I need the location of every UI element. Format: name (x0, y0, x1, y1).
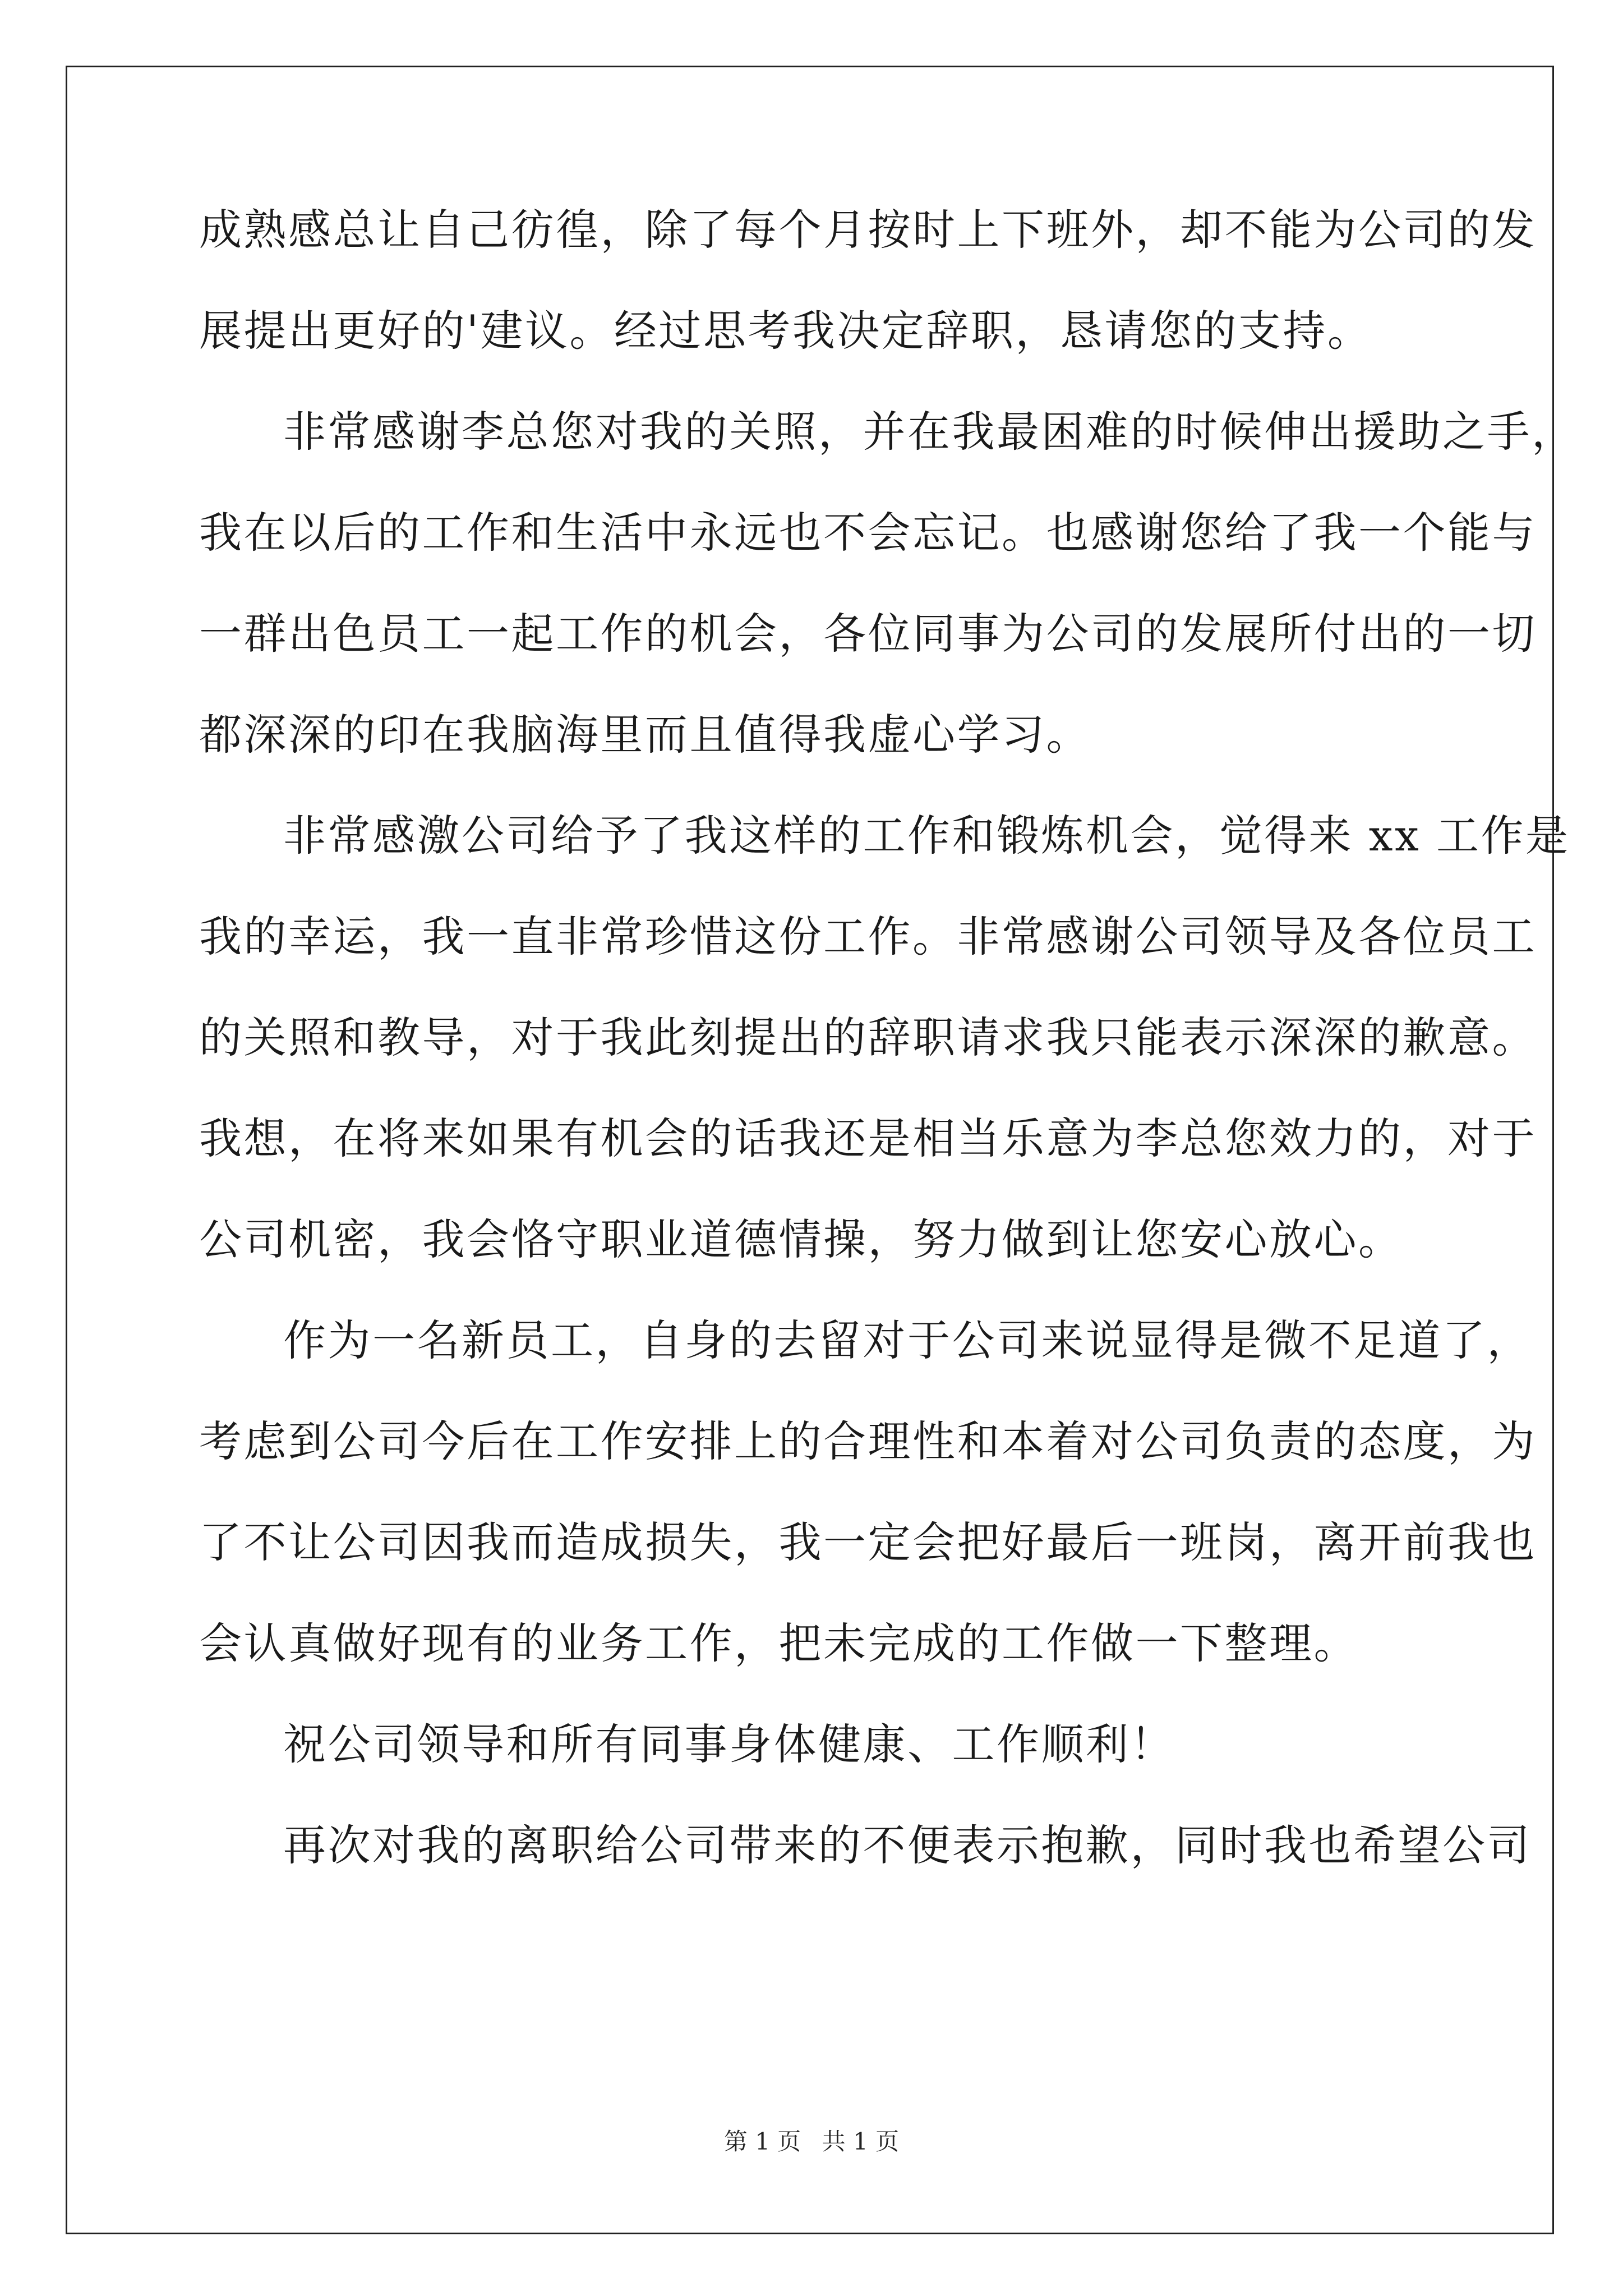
text-line: 了不让公司因我而造成损失，我一定会把好最后一班岗，离开前我也 (199, 1517, 1537, 1567)
text-line: 祝公司领导和所有同事身体健康、工作顺利！ (283, 1719, 1175, 1769)
text-line: 一群出色员工一起工作的机会，各位同事为公司的发展所付出的一切 (199, 609, 1537, 659)
text-line: 非常感激公司给予了我这样的工作和锻炼机会，觉得来 xx 工作是 (283, 811, 1570, 861)
text-line: 非常感谢李总您对我的关照，并在我最困难的时候伸出援助之手， (283, 407, 1576, 457)
text-line: 展提出更好的'建议。经过思考我决定辞职，恳请您的支持。 (199, 306, 1372, 356)
page-total: 共 1 页 (822, 2128, 900, 2155)
text-line: 我的幸运，我一直非常珍惜这份工作。非常感谢公司领导及各位员工 (199, 912, 1537, 961)
text-line: 公司机密，我会恪守职业道德情操，努力做到让您安心放心。 (199, 1214, 1403, 1264)
text-line: 的关照和教导，对于我此刻提出的辞职请求我只能表示深深的歉意。 (199, 1013, 1537, 1062)
text-line: 我想，在将来如果有机会的话我还是相当乐意为李总您效力的，对于 (199, 1114, 1537, 1163)
text-line: 都深深的印在我脑海里而且值得我虚心学习。 (199, 710, 1091, 760)
page-footer (0, 2125, 1623, 2159)
text-line: 再次对我的离职给公司带来的不便表示抱歉，同时我也希望公司 (283, 1820, 1532, 1870)
text-line: 会认真做好现有的业务工作，把未完成的工作做一下整理。 (199, 1618, 1358, 1668)
page-number: 第 1 页 (723, 2128, 801, 2155)
text-line: 成熟感总让自己彷徨，除了每个月按时上下班外，却不能为公司的发 (199, 205, 1537, 255)
text-line: 考虑到公司今后在工作安排上的合理性和本着对公司负责的态度，为 (199, 1416, 1537, 1466)
text-line: 我在以后的工作和生活中永远也不会忘记。也感谢您给了我一个能与 (199, 508, 1537, 558)
text-line: 作为一名新员工，自身的去留对于公司来说显得是微不足道了， (283, 1315, 1532, 1365)
